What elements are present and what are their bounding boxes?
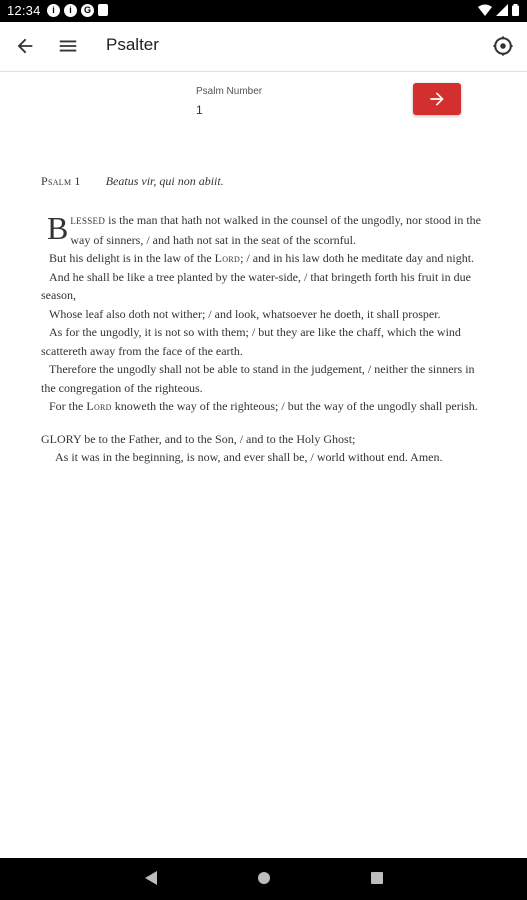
psalm-incipit: Beatus vir, qui non abiit. <box>105 174 224 188</box>
psalm-number-label: Psalm Number <box>196 86 263 97</box>
settings-icon[interactable] <box>492 35 514 57</box>
navigation-bar <box>0 858 527 900</box>
verse: BLESSED is the man that hath not walked in the counsel of the ungodly, nor stood in the way of sinners, / and hath not sat in the seat of the scornful. <box>47 210 481 247</box>
drop-cap: B <box>47 210 69 246</box>
psalm-heading <box>41 174 488 189</box>
psalm-content <box>41 174 488 467</box>
gloria-line-2: As it was in the beginning, is now, and ever shall be, / world without end. Amen. <box>55 450 443 464</box>
verse: Whose leaf also doth not wither; / and look, whatsoever he doeth, it shall prosper. <box>49 306 441 321</box>
status-time: 12:34 <box>7 3 41 18</box>
psalm-number-field[interactable] <box>196 86 376 117</box>
verse: As for the ungodly, it is not so with them; / but they are like the chaff, which the wind scattereth away from the face of the earth. <box>41 325 461 358</box>
back-arrow-icon[interactable] <box>14 35 36 57</box>
gloria-line-1: GLORY be to the Father, and to the Son, / and to the Holy Ghost; <box>41 431 356 446</box>
go-button[interactable] <box>413 83 461 115</box>
notification-icons <box>47 4 108 17</box>
notification-info-icon: i <box>64 4 77 17</box>
psalm-number-input[interactable]: 1 <box>196 103 203 117</box>
gloria-patri <box>41 430 488 467</box>
psalm-label: Psalm <box>41 174 72 188</box>
system-icons <box>478 4 519 16</box>
verse: For the Lord knoweth the way of the righteous; / but the way of the ungodly shall perish. <box>49 399 478 413</box>
psalm-number: 1 <box>74 174 81 188</box>
nav-home-icon[interactable] <box>258 872 270 884</box>
verse: But his delight is in the law of the Lord; / and in his law doth he meditate day and night. <box>49 251 475 265</box>
notification-info-icon: i <box>47 4 60 17</box>
verse: And he shall be like a tree planted by the water-side, / that bringeth forth his fruit in due season, <box>41 269 471 302</box>
arrow-right-icon <box>427 89 447 109</box>
nav-recents-icon[interactable] <box>371 872 383 884</box>
battery-icon <box>512 4 519 16</box>
sd-card-icon <box>98 4 108 16</box>
menu-icon[interactable] <box>57 35 79 57</box>
status-bar <box>0 0 527 22</box>
app-title: Psalter <box>106 35 159 54</box>
signal-icon <box>496 4 508 16</box>
notification-g-icon: G <box>81 4 94 17</box>
psalm-verses <box>41 211 488 416</box>
nav-back-icon[interactable] <box>145 871 157 885</box>
app-bar <box>0 22 527 72</box>
verse: Therefore the ungodly shall not be able to stand in the judgement, / neither the sinners in the congregation of the righteous. <box>41 362 475 395</box>
wifi-icon <box>478 4 492 16</box>
